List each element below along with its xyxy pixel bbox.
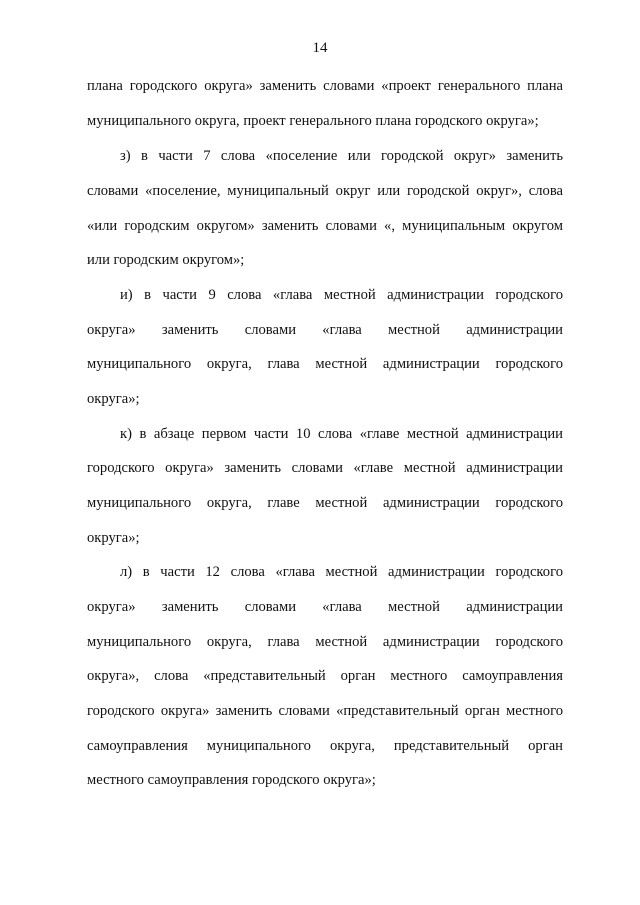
text-line: или городским округом»; [87, 252, 245, 268]
text-line: з) в части 7 слова «поселение или городской округ» заменить [120, 148, 563, 164]
text-line: муниципального округа, глава местной администрации городского [87, 634, 563, 650]
text-line: округа»; [87, 391, 140, 407]
text-line: «или городским округом» заменить словами «, муниципальным округом [87, 218, 563, 234]
text-line: л) в части 12 слова «глава местной администрации городского [120, 564, 563, 580]
text-line: округа» заменить словами «глава местной администрации [87, 322, 563, 338]
text-line: словами «поселение, муниципальный округ или городской округ», слова [87, 183, 563, 199]
text-line: городского округа» заменить словами «представительный орган местного [87, 703, 563, 719]
text-line: самоуправления муниципального округа, представительный орган [87, 738, 563, 754]
text-line: городского округа» заменить словами «главе местной администрации [87, 460, 563, 476]
text-line: местного самоуправления городского округа»; [87, 772, 376, 788]
text-line: округа» заменить словами «глава местной администрации [87, 599, 563, 615]
text-line: округа», слова «представительный орган местного самоуправления [87, 668, 563, 684]
text-line: плана городского округа» заменить словами «проект генерального плана [87, 78, 563, 94]
text-line: округа»; [87, 530, 140, 546]
text-line: муниципального округа, проект генерального плана городского округа»; [87, 113, 539, 129]
page-number: 14 [312, 40, 328, 56]
text-line: муниципального округа, глава местной администрации городского [87, 356, 563, 372]
text-line: к) в абзаце первом части 10 слова «главе местной администрации [120, 426, 563, 442]
text-line: муниципального округа, главе местной администрации городского [87, 495, 563, 511]
text-line: и) в части 9 слова «глава местной администрации городского [120, 287, 563, 303]
